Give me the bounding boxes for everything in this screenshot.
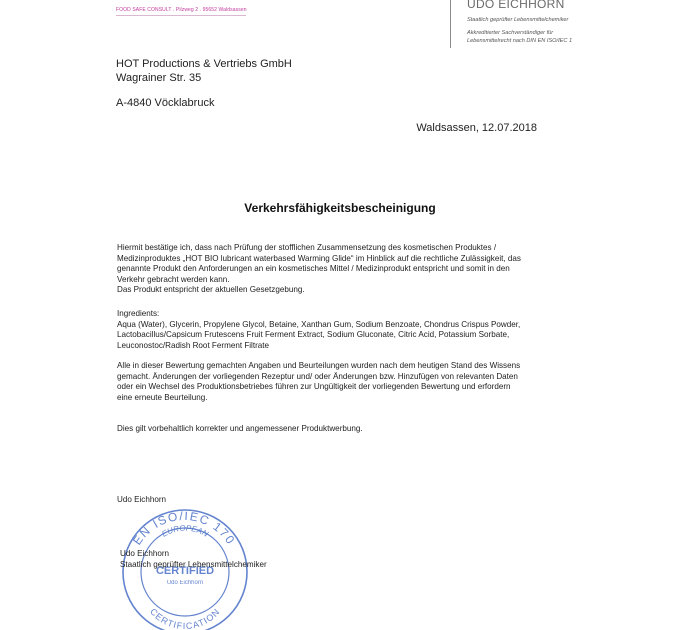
sender-line: FOOD SAFE CONSULT . Pilzweg 2 . 95652 Waldsassen: [116, 7, 247, 13]
paragraph-line: Verkehr gebracht werden kann.: [117, 274, 230, 284]
paragraph-line: Das Produkt entspricht der aktuellen Gesetzgebung.: [117, 285, 305, 294]
document-title: Verkehrsfähigkeitsbescheinigung: [244, 201, 436, 215]
paragraph-line: oder ein Wechsel des Produktionsbetriebes führen zur Ungültigkeit der vorliegenden Bewertung und erfordern: [117, 382, 511, 391]
signature-name: Udo Eichhorn: [120, 549, 170, 558]
recipient-street: Wagrainer Str. 35: [116, 72, 202, 84]
paragraph-line: Medizinproduktes „HOT BIO lubricant waterbased Warming Glide“ im Hinblick auf die rechtliche Zulässigkeit, das: [117, 253, 521, 263]
confirmation-paragraph: [117, 243, 582, 296]
paragraph-line: eine erneute Beurteilung.: [117, 392, 208, 402]
ingredients-line: Lactobacillus/Capsicum Frutescens Fruit Ferment Extract, Sodium Gluconate, Citric Acid, Potassium Sorbate,: [117, 330, 510, 339]
ingredients-line: Aqua (Water), Glycerin, Propylene Glycol, Betaine, Xanthan Gum, Sodium Benzoate, Chondrus Crispus Powder,: [117, 319, 521, 329]
recipient-city: A-4840 Vöcklabruck: [116, 97, 215, 109]
signature-block: [120, 549, 267, 570]
brand-accreditation-2: Lebensmittelrecht nach DIN EN ISO/IEC 1: [467, 38, 573, 44]
signatory-name: Udo Eichhorn: [117, 495, 167, 504]
paragraph-line: gemacht. Änderungen der vorliegenden Rezeptur und/ oder Änderungen bzw. Hinzufügen von relevanten Daten: [117, 371, 518, 381]
sender-underline: [116, 15, 246, 16]
stamp-band-text: EUROPEAN: [160, 523, 210, 539]
brand-name: UDO EICHHORN: [467, 0, 565, 11]
date-line: Waldsassen, 12.07.2018: [416, 122, 537, 134]
closing-note: Dies gilt vorbehaltlich korrekter und angemessener Produktwerbung.: [117, 424, 363, 433]
brand-divider: [450, 0, 451, 48]
stamp-arc-text: EN ISO/IEC 170: [129, 508, 239, 548]
paragraph-line: Hiermit bestätige ich, dass nach Prüfung der stofflichen Zusammensetzung des kosmetischen Produktes /: [117, 243, 497, 252]
signature-title: Staatlich geprüfter Lebensmittelchemiker: [120, 559, 267, 569]
brand-tagline: Staatlich geprüfter Lebensmittelchemiker: [467, 17, 569, 23]
ingredients-line: Leuconostoc/Radish Root Ferment Filtrate: [117, 340, 270, 350]
paragraph-line: genannte Produkt den Anforderungen an ein kosmetisches Mittel / Medizinprodukt entspricht und somit in den: [117, 264, 510, 273]
ingredients-section: [117, 309, 582, 351]
disclaimer-paragraph: [117, 361, 582, 403]
recipient-company: HOT Productions & Vertriebs GmbH: [116, 58, 292, 70]
brand-accreditation-1: Akkreditierter Sachverständiger für: [467, 30, 554, 36]
stamp-bottom-text: CERTIFICATION: [148, 606, 222, 630]
ingredients-heading: Ingredients:: [117, 309, 160, 318]
stamp-center-name: Udo Eichhorn: [166, 580, 204, 586]
paragraph-line: Alle in dieser Bewertung gemachten Angaben und Beurteilungen wurden nach dem heutigen Stand des Wissens: [117, 361, 521, 370]
stamp-certified-text: CERTIFIED: [155, 565, 215, 577]
svg-text:CERTIFICATION: [148, 606, 222, 630]
